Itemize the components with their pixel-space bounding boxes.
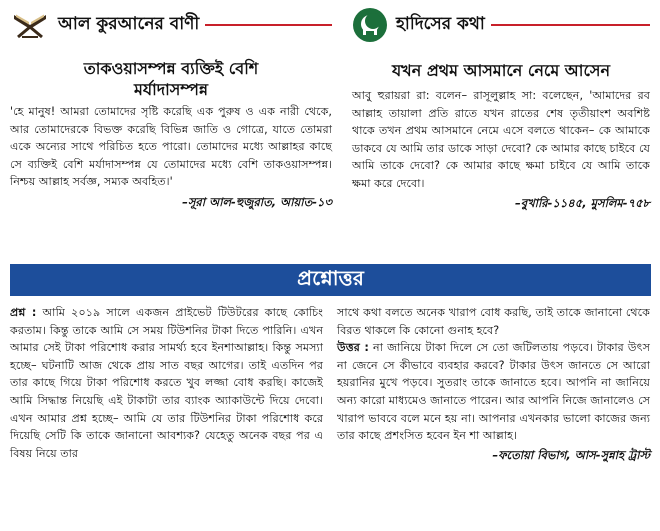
question-label: প্রশ্ন :	[10, 306, 37, 319]
quran-section	[10, 6, 332, 213]
answer-label: উত্তর :	[337, 341, 369, 355]
qa-banner-title: প্রশ্নোত্তর	[297, 265, 364, 290]
question-continued: সাথে কথা বলতে অনেক খারাপ বোধ করছি, তাই তাকে জানানো থেকে বিরত থাকলে কি কোনো গুনাহ হবে?	[337, 306, 650, 337]
quran-headline-line-1: তাকওয়াসম্পন্ন ব্যক্তিই বেশি	[83, 59, 259, 78]
mosque-crescent-icon	[352, 7, 388, 43]
qa-left-column	[10, 304, 323, 462]
quran-citation: –সূরা আল-হুজুরাত, আয়াত-১৩	[182, 194, 332, 209]
hadith-header	[352, 6, 650, 44]
hadith-body: আবু হুরায়রা রা: বলেন– রাসূলুল্লাহ সা: বলেছেন, 'আমাদের রব আল্লাহ তায়ালা প্রতি রাতে যখন রাতের শেষ তৃতীয়াংশ অবশিষ্ট থাকে তখন প্রথম আসমানে নেমে এসে বলতে থাকেন– কে আমাকে ডাকবে যে আমি তার ডাকে সাড়া দেবো? কে আমার কাছে চাইবে যে আমি তাকে দেবো? কে আমার কাছে ক্ষমা চাইবে যে আমি তাকে ক্ষমা করে দেবো।	[352, 89, 650, 190]
quran-section-title: আল কুরআনের বাণী	[58, 14, 200, 34]
qa-signature: –ফতোয়া বিভাগ, আস-সুন্নাহ ট্রাস্ট	[492, 447, 650, 462]
hadith-section	[352, 6, 650, 214]
hadith-header-rule	[491, 24, 650, 26]
qa-banner	[10, 264, 651, 296]
hadith-citation: –বুখারি-১১৪৫, মুসলিম-৭৫৮	[514, 196, 650, 210]
answer-block	[337, 339, 650, 445]
qa-right-column	[337, 304, 650, 464]
question-text: আমি ২০১৯ সালে একজন প্রাইভেট টিউটরের কাছে কোচিং করতাম। কিন্তু তাকে আমি সে সময় টিউশনির টাকা দিতে পারিনি। এখন আমার সেই টাকা পরিশোধ করার সামর্থ্য হবে ইনশাআল্লাহ। কিন্তু সমস্যা হচ্ছে– ঘটনাটি আজ থেকে প্রায় সাত বছর আগের। তাই এতদিন পর তার কাছে গিয়ে টাকা পরিশোধ করতে খুব লজ্জা বোধ করছি। কাজেই আমি সিদ্ধান্ত নিয়েছি এই টাকাটা তার ব্যাংক অ্যাকাউন্টে দিয়ে দেবো। এখন আমার প্রশ্ন হচ্ছে– আমি যে তার টিউশনির টাকা পরিশোধ করে দিয়েছি সেটি কি তাকে জানানো আবশ্যক? যেহেতু অনেক বছর পর এ বিষয় নিয়ে তার	[10, 306, 323, 460]
hadith-section-title: হাদিসের কথা	[396, 14, 485, 34]
hadith-headline: যখন প্রথম আসমানে নেমে আসেন	[391, 61, 611, 80]
quran-header	[10, 6, 332, 44]
quran-header-rule	[205, 24, 332, 26]
answer-text: না জানিয়ে টাকা দিলে সে তো জটিলতায় পড়বে। টাকার উৎস না জেনে সে কীভাবে ব্যবহার করবে? টাকার উৎস জানতে সে আরো হয়রানির মুখে পড়বে। সুতরাং তাকে জানাতে হবে। আপনি না জানিয়ে অন্য কারো মাধ্যমেও জানাতে পারেন। আর আপনি নিজে জানালেও সে খারাপ ভাববে বলে মনে হয় না। আপনার এখনকার ভালো কাজের জন্য তার কাছে প্রশংসিত হবেন ইন শা আল্লাহ।	[337, 341, 651, 443]
quran-stand-icon	[10, 9, 50, 41]
quran-body: 'হে মানুষ! আমরা তোমাদের সৃষ্টি করেছি এক পুরুষ ও এক নারী থেকে, আর তোমাদেরকে বিভক্ত করেছি বিভিন্ন জাতি ও গোত্রে, যাতে তোমরা একে অন্যের সাথে পরিচিত হতে পারো। তোমাদের মধ্যে আল্লাহর কাছে সে ব্যক্তিই বেশি মর্যাদাসম্পন্ন যে তোমাদের মধ্যে বেশি তাকওয়াসম্পন্ন। নিশ্চয় আল্লাহ সর্বজ্ঞ, সম্যক অবহিত।'	[10, 105, 332, 188]
quran-headline	[10, 58, 332, 100]
quran-headline-line-2: মর্যাদাসম্পন্ন	[133, 80, 209, 99]
